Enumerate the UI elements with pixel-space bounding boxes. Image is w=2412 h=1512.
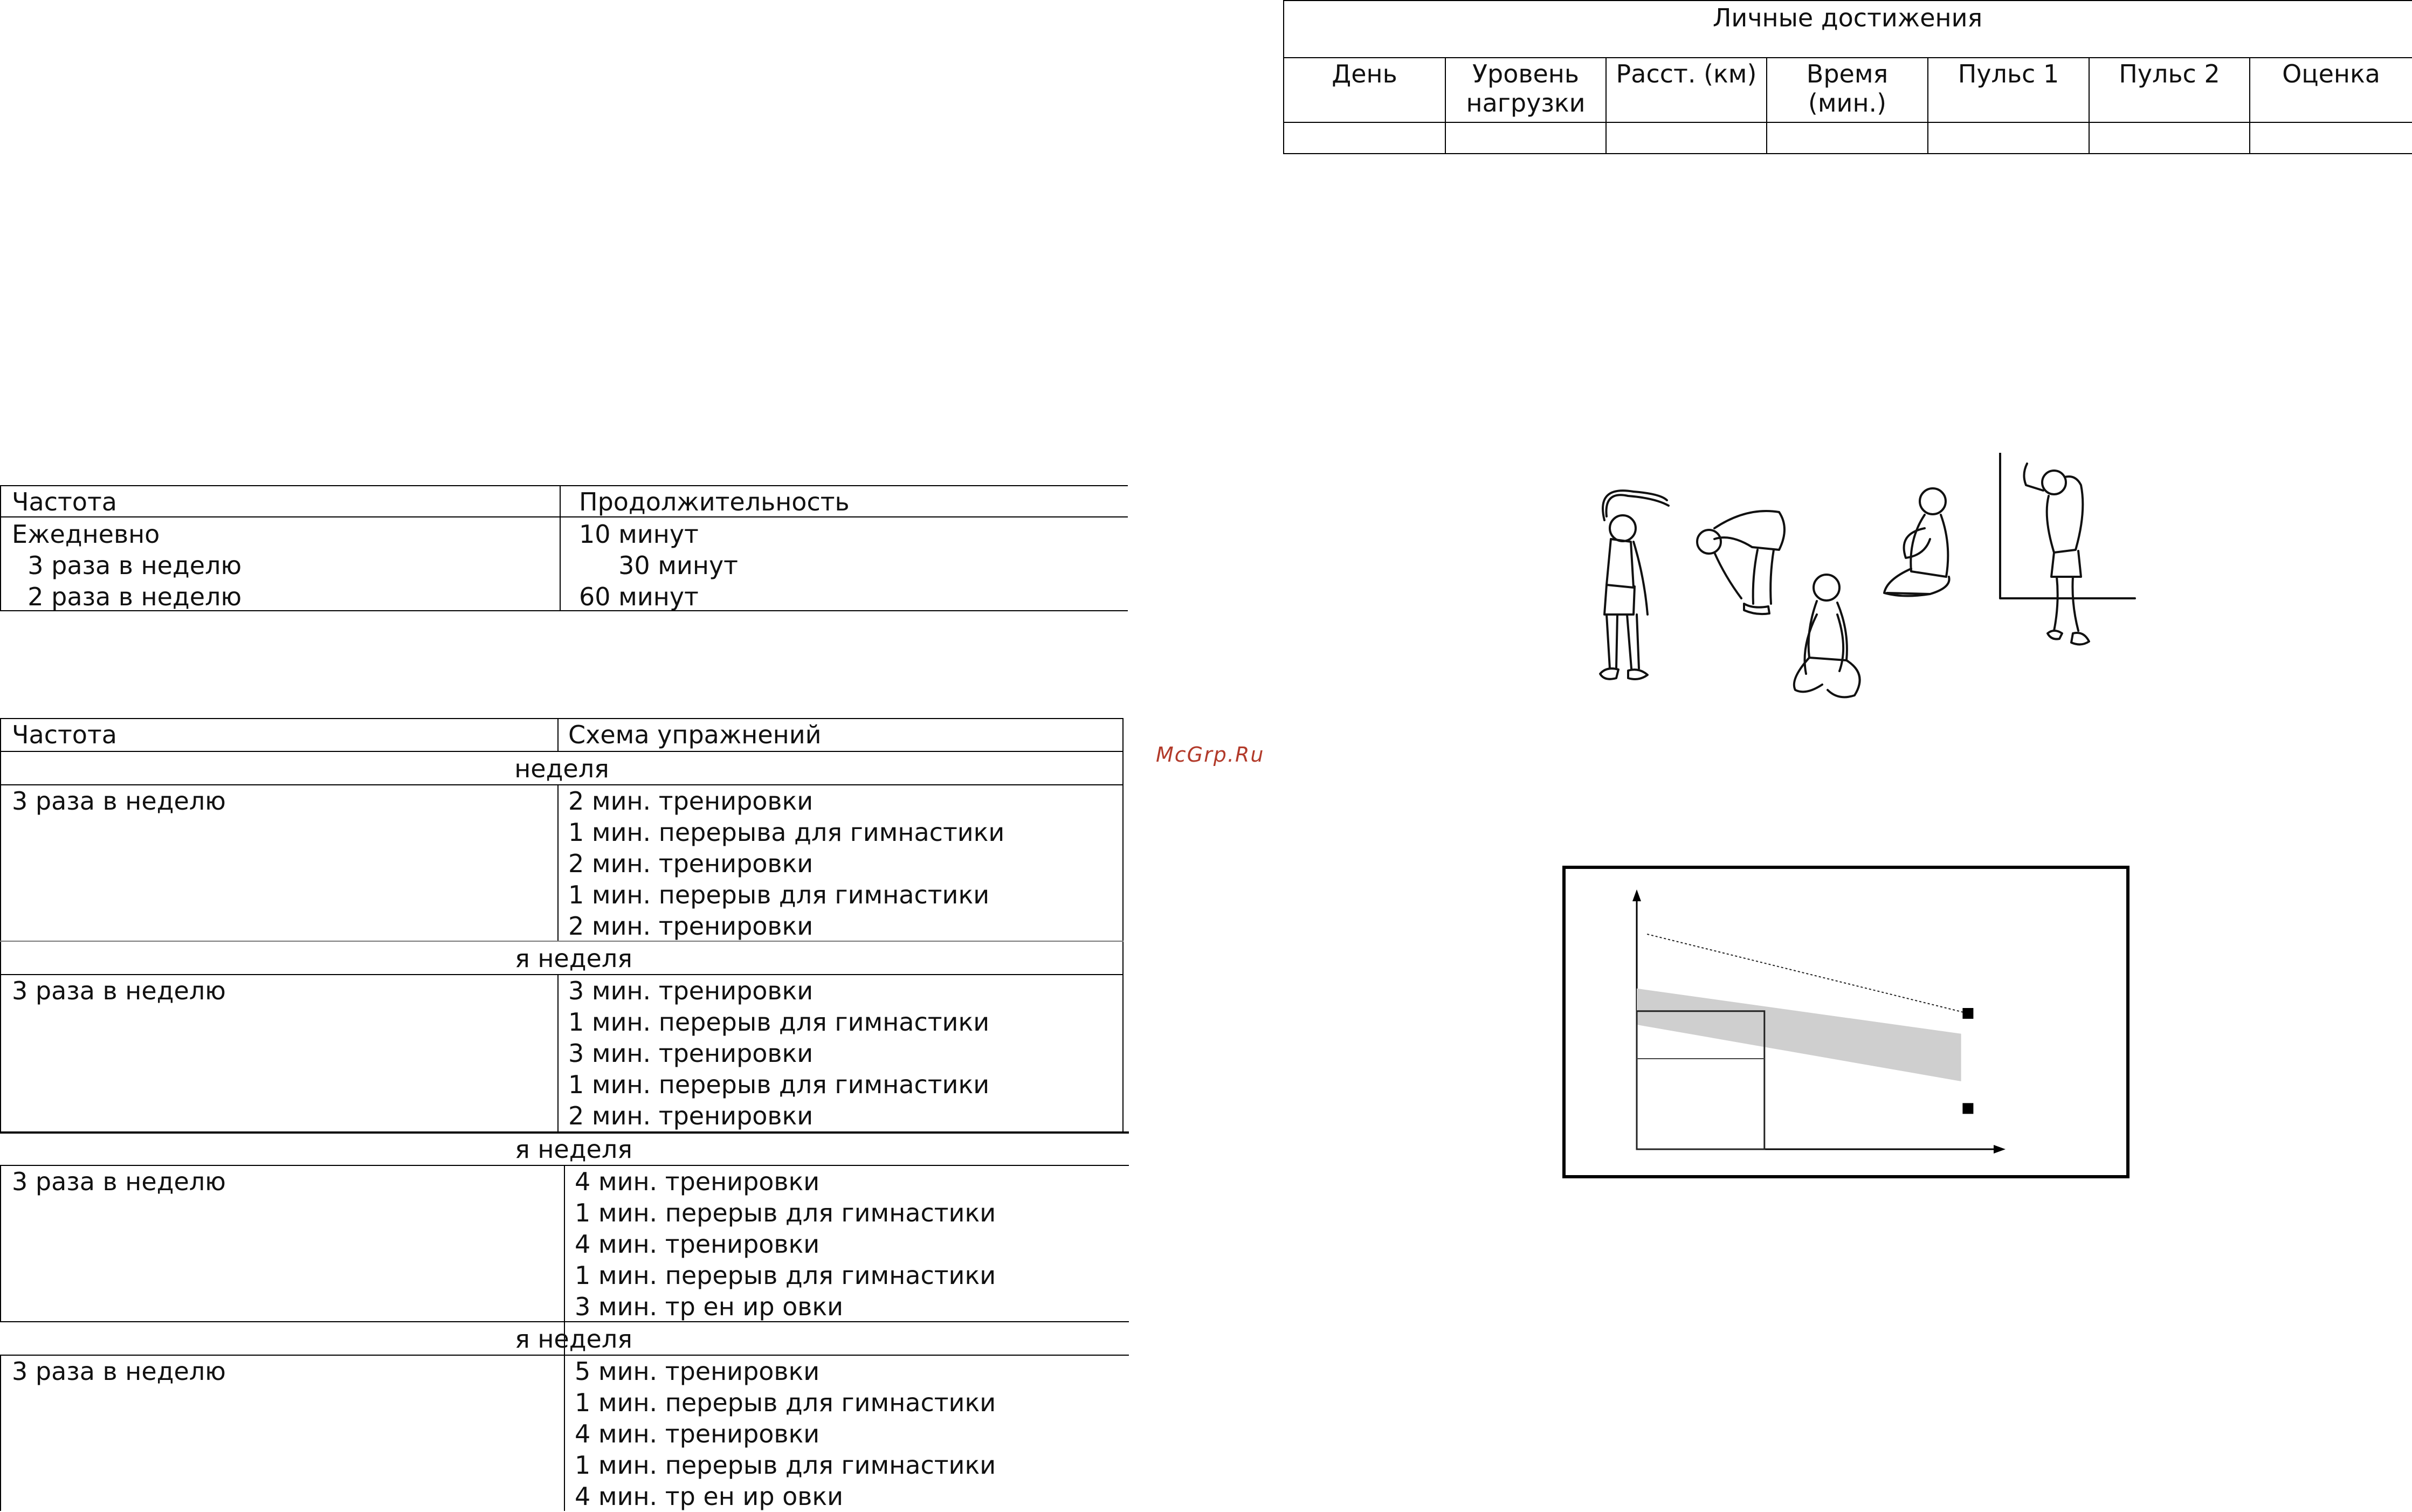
header-rating: Оценка (2282, 59, 2380, 88)
week-4-line-1: 5 мин. тренировки (575, 1357, 820, 1386)
week-3-line-1: 4 мин. тренировки (575, 1167, 820, 1196)
week-2-line-1: 3 мин. тренировки (568, 976, 814, 1005)
stretch-freq-2: 3 раза в неделю (12, 551, 242, 580)
x-axis-arrow (1994, 1145, 2006, 1154)
figure-forward-bend (1697, 511, 1784, 614)
week-1-label: неделя (514, 754, 609, 783)
week-3-line-2: 1 мин. перерыв для гимнастики (575, 1198, 996, 1227)
stretch-dur-2: 30 минут (579, 551, 738, 580)
pulse-zone-chart (1566, 869, 2126, 1175)
stretch-freq-3: 2 раза в неделю (12, 582, 242, 611)
figure-kneeling (1794, 575, 1860, 697)
week-2-line-2: 1 мин. перерыв для гимнастики (568, 1007, 990, 1037)
week-2-label: я неделя (515, 944, 632, 973)
achievements-title: Личные достижения (1712, 3, 1983, 32)
figure-wall-push (2000, 453, 2135, 645)
week-4-line-5: 4 мин. тр ен ир овки (575, 1482, 844, 1511)
week-1-line-4: 1 мин. перерыв для гимнастики (568, 880, 990, 909)
week-1-line-5: 2 мин. тренировки (568, 912, 814, 941)
week-2-frequency: 3 раза в неделю (12, 976, 226, 1005)
stretch-header-duration: Продолжительность (579, 487, 850, 516)
header-day: День (1332, 59, 1397, 88)
week-3-line-3: 4 мин. тренировки (575, 1230, 820, 1259)
stretch-header-frequency: Частота (12, 487, 117, 516)
week-3-frequency: 3 раза в неделю (12, 1167, 226, 1196)
week-1-line-2: 1 мин. перерыва для гимнастики (568, 818, 1005, 847)
header-load-level: Уровень нагрузки (1466, 59, 1586, 118)
week-1-line-1: 2 мин. тренировки (568, 786, 814, 816)
lower-marker (1962, 1103, 1973, 1114)
week-1-line-3: 2 мин. тренировки (568, 849, 814, 878)
program-header-scheme: Схема упражнений (568, 720, 822, 749)
week-4-line-4: 1 мин. перерыв для гимнастики (575, 1451, 996, 1480)
week-4-frequency: 3 раза в неделю (12, 1357, 226, 1386)
week-3-label: я неделя (515, 1135, 632, 1164)
week-4-label: я неделя (515, 1324, 632, 1354)
header-time: Время (мин.) (1806, 59, 1889, 118)
figure-side-bend (1600, 491, 1669, 679)
figure-seated-stretch (1884, 488, 1949, 596)
header-pulse-1: Пульс 1 (1958, 59, 2059, 88)
stretch-dur-1: 10 минут (579, 520, 699, 549)
watermark: McGrp.Ru (1156, 743, 1265, 767)
week-2-line-3: 3 мин. тренировки (568, 1039, 814, 1068)
week-2-line-5: 2 мин. тренировки (568, 1101, 814, 1130)
week-4-line-3: 4 мин. тренировки (575, 1419, 820, 1448)
y-axis-arrow (1632, 889, 1641, 901)
pulse-zone-chart-frame (1562, 866, 2130, 1178)
stretching-exercises-illustration (1553, 453, 2140, 722)
upper-marker (1962, 1008, 1973, 1019)
target-zone-band (1637, 989, 1961, 1081)
program-header-frequency: Частота (12, 720, 117, 749)
week-1-frequency: 3 раза в неделю (12, 786, 226, 816)
week-3-line-4: 1 мин. перерыв для гимнастики (575, 1261, 996, 1290)
week-2-line-4: 1 мин. перерыв для гимнастики (568, 1070, 990, 1099)
week-4-line-2: 1 мин. перерыв для гимнастики (575, 1388, 996, 1417)
stretch-dur-3: 60 минут (579, 582, 699, 611)
header-distance: Расст. (км) (1616, 59, 1757, 88)
header-pulse-2: Пульс 2 (2119, 59, 2220, 88)
week-3-line-5: 3 мин. тр ен ир овки (575, 1292, 844, 1321)
stretch-freq-1: Ежедневно (12, 520, 160, 549)
